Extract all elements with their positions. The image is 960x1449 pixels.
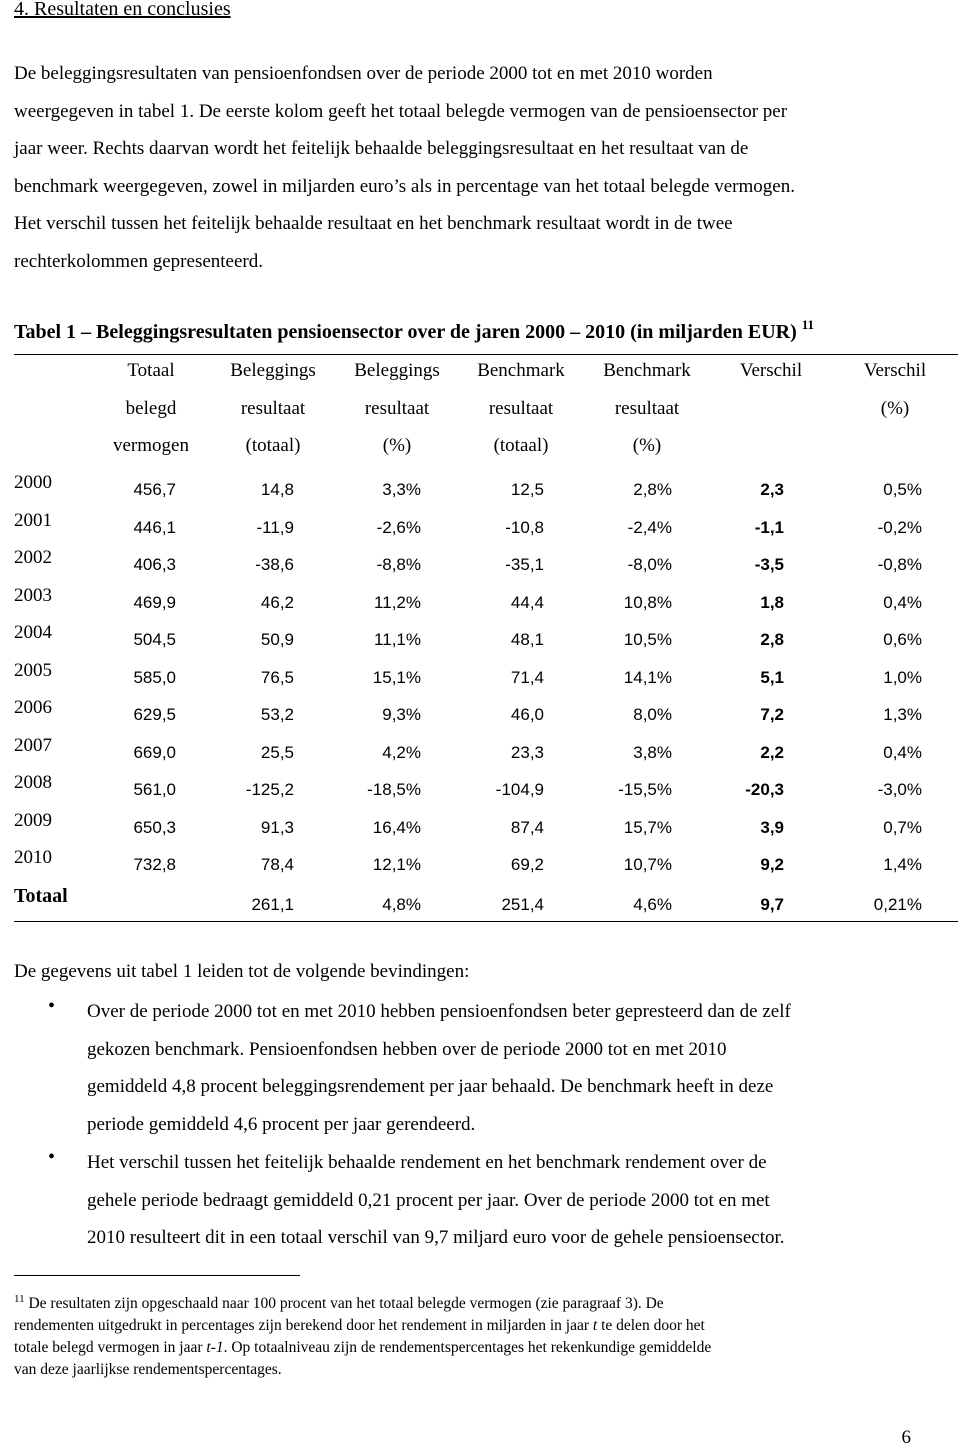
total-cell: 4,6% [633,894,672,914]
table-cell: 0,4% [883,742,922,762]
bullet-line: periode gemiddeld 4,6 procent per jaar gerendeerd. [87,1113,476,1135]
row-year: 2009 [14,809,52,831]
table-cell: 12,5 [510,480,544,499]
table-cell: 650,3 [133,817,176,837]
table-cell: 4,2% [382,742,421,762]
table-cell: 456,7 [133,480,176,499]
column-header: (%) [382,435,412,456]
row-year: 2000 [14,472,52,493]
table-cell: 8,0% [633,705,672,724]
table-cell: -20,3 [745,780,784,799]
table-title [14,317,814,344]
table-bottom-rule [14,921,958,922]
table-cell: 5,1 [760,667,784,687]
table-cell: 504,5 [133,630,176,649]
column-header: Verschil [863,360,927,381]
table-cell: 469,9 [133,592,176,612]
bullet-line: gemiddeld 4,8 procent beleggingsrendement per jaar behaald. De benchmark heeft in deze [87,1076,774,1097]
footnote-number: 11 [14,1293,25,1305]
table-cell: -104,9 [495,780,544,799]
table-cell: 3,3% [382,480,421,499]
table-cell: -0,2% [877,517,922,537]
table-cell: 2,8% [633,480,672,499]
table-cell: 2,3 [760,480,784,499]
intro-line: benchmark weergegeven, zowel in miljarden euro’s als in percentage van het totaal belegde vermogen. [14,175,795,197]
table-cell: 44,4 [510,592,544,612]
table-cell: 2,2 [760,742,784,762]
table-cell: 732,8 [133,855,176,874]
footnote [14,1288,914,1381]
column-header: Benchmark [603,360,691,381]
total-cell: 251,4 [501,894,544,914]
table-cell: -38,6 [255,555,294,574]
table-cell: -11,9 [256,517,294,537]
table-cell: 15,1% [372,667,421,687]
column-header: belegd [125,397,177,419]
column-header: (%) [632,435,662,456]
column-header: Totaal [127,360,175,381]
table-cell: 7,2 [760,705,784,724]
table-cell: 14,8 [260,480,294,499]
row-year: 2001 [14,509,52,531]
intro-line: weergegeven in tabel 1. De eerste kolom geeft het totaal belegde vermogen van de pensioensector per [14,100,788,122]
table-cell: 48,1 [510,630,544,649]
column-header: Benchmark [477,360,565,381]
table-cell: 0,5% [883,480,922,499]
table-cell: 446,1 [133,517,176,537]
table-cell: 1,3% [883,705,922,724]
table-cell: 23,3 [510,742,544,762]
bullet-line: gehele periode bedraagt gemiddeld 0,21 procent per jaar. Over de periode 2000 tot en met [87,1189,770,1211]
row-year: 2005 [14,659,52,681]
bullet-line: Over de periode 2000 tot en met 2010 hebben pensioenfondsen beter gepresteerd dan de zelf [87,1001,791,1022]
table-cell: -1,1 [754,517,784,537]
row-year: 2002 [14,547,52,568]
intro-line: De beleggingsresultaten van pensioenfondsen over de periode 2000 tot en met 2010 worden [14,63,713,84]
table-cell: 14,1% [623,667,672,687]
table-cell: 3,9 [760,817,784,837]
footnote-text: De resultaten zijn opgeschaald naar 100 procent van het totaal belegde vermogen (zie paragraaf 3). De [28,1295,664,1313]
table-cell: 11,1% [374,630,421,649]
table-cell: -3,5 [754,555,784,574]
table-cell: 10,7% [623,855,672,874]
table-cell: -18,5% [367,780,421,799]
table-cell: 669,0 [133,742,176,762]
intro-line: jaar weer. Rechts daarvan wordt het feitelijk behaalde beleggingsresultaat en het resultaat van de [14,138,749,159]
table-cell: -10,8 [505,517,544,537]
row-year: 2003 [14,584,52,606]
footnote-line: totale belegd vermogen in jaar t-1. Op totaalniveau zijn de rendementspercentages het rekenkundige gemiddelde [14,1339,712,1357]
table-cell: 25,5 [260,742,294,762]
table-cell: -125,2 [245,780,294,799]
table-cell: 1,4% [883,855,922,874]
footnote-line: rendementen uitgedrukt in percentages zijn berekend door het rendement in miljarden in jaar t te delen door het [14,1317,705,1335]
row-year: 2006 [14,697,52,718]
row-year: 2010 [14,847,52,868]
bullet-line: gekozen benchmark. Pensioenfondsen hebben over de periode 2000 tot en met 2010 [87,1038,727,1060]
table-cell: -3,0% [877,780,922,799]
table-cell: 46,2 [260,592,294,612]
table-cell: 69,2 [510,855,544,874]
table-cell: 78,4 [260,855,294,874]
table-cell: -8,8% [376,555,421,574]
table-cell: 50,9 [260,630,294,649]
table-cell: 10,8% [623,592,672,612]
table-cell: 9,2 [760,855,784,874]
table-cell: 9,3% [382,705,421,724]
table-cell: 46,0 [510,705,544,724]
table-cell: 406,3 [133,555,176,574]
table-cell: 0,6% [883,630,922,649]
table-cell: 16,4% [372,817,421,837]
bullet-marker: • [48,1146,56,1168]
table-cell: 585,0 [133,667,176,687]
page-number: 6 [901,1427,911,1448]
footnote-line [14,1288,914,1315]
column-header: Verschil [739,360,803,381]
column-header: Beleggings [354,360,440,381]
section-heading: 4. Resultaten en conclusies [14,0,231,20]
table-cell: 71,4 [510,667,544,687]
total-cell: 9,7 [760,894,784,914]
total-cell: 0,21% [873,894,922,914]
total-cell: 4,8% [382,894,421,914]
bullet-line: 2010 resulteert dit in een totaal verschil van 9,7 miljard euro voor de gehele pensioensector. [87,1227,785,1248]
bullet-item [87,993,791,1143]
table-cell: 0,7% [883,817,922,837]
row-year: 2007 [14,734,52,756]
intro-paragraph [14,55,944,280]
table-cell: 1,8 [760,592,784,612]
column-header: resultaat [488,397,554,419]
table-cell: -2,4% [627,517,672,537]
total-label: Totaal [14,884,68,907]
bullet-line: Het verschil tussen het feitelijk behaalde rendement en het benchmark rendement over de [87,1152,767,1173]
table-cell: 561,0 [133,780,176,799]
table-cell: 76,5 [260,667,294,687]
table-cell: 12,1% [372,855,421,874]
column-header: (totaal) [493,435,549,456]
footnote-line: van deze jaarlijkse rendementspercentages. [14,1361,282,1379]
table-cell: 87,4 [510,817,544,837]
intro-line: Het verschil tussen het feitelijk behaalde resultaat en het benchmark resultaat wordt in de twee [14,213,733,234]
table-cell: -0,8% [877,555,922,574]
table-cell: 15,7% [623,817,672,837]
table-cell: 3,8% [633,742,672,762]
row-year: 2004 [14,622,52,643]
column-header: Beleggings [230,360,316,381]
intro-line: rechterkolommen gepresenteerd. [14,250,263,272]
column-header: resultaat [240,397,306,419]
table-cell: 11,2% [374,592,421,612]
bullet-item [87,1144,785,1257]
table-cell: 0,4% [883,592,922,612]
column-header: (totaal) [245,435,301,456]
table-cell: -8,0% [627,555,672,574]
table-cell: 53,2 [260,705,294,724]
footnote-ref: 11 [801,317,815,332]
column-header: vermogen [113,435,189,456]
column-header: (%) [880,397,910,419]
table-cell: 1,0% [883,667,922,687]
footnote-rule [14,1275,300,1276]
row-year: 2008 [14,772,52,793]
table-cell: -15,5% [618,780,672,799]
table-cell: -2,6% [376,517,421,537]
table-cell: 10,5% [623,630,672,649]
bullet-marker: • [48,995,56,1017]
table-cell: -35,1 [505,555,544,574]
column-header: resultaat [364,397,430,419]
table-cell: 2,8 [760,630,784,649]
total-cell: 261,1 [251,894,294,914]
table-title-text: Tabel 1 – Beleggingsresultaten pensioensector over de jaren 2000 – 2010 (in miljarden EUR) [14,321,797,343]
column-header: resultaat [614,397,680,419]
findings-intro: De gegevens uit tabel 1 leiden tot de volgende bevindingen: [14,961,470,982]
table-cell: 629,5 [133,705,176,724]
table-cell: 91,3 [260,817,294,837]
